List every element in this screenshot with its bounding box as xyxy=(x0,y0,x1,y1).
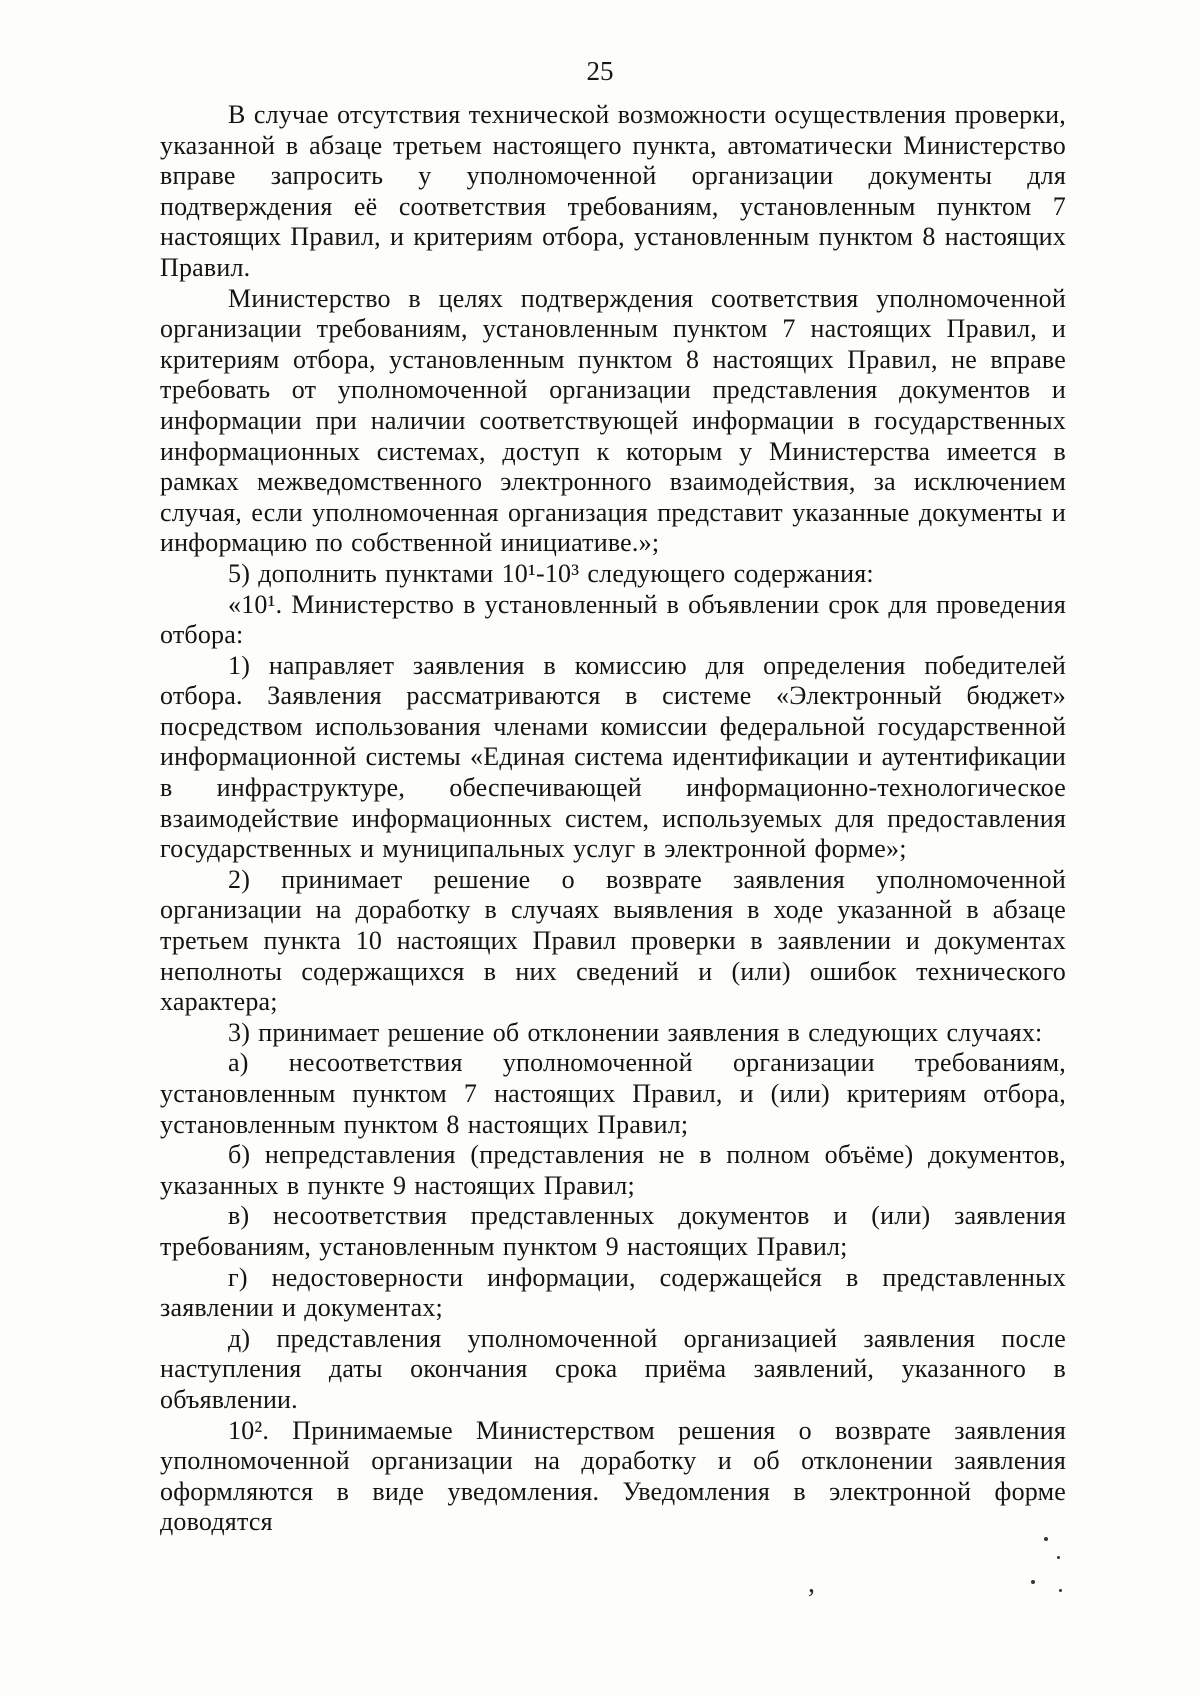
scan-speck xyxy=(1031,1580,1035,1584)
paragraph: В случае отсутствия технической возможности осуществления проверки, указанной в абзаце третьем настоящего пункта, автоматически Министерство вправе запросить у уполномоченной организации документы для подтверждения её соответствия требованиям, установленным пунктом 7 настоящих Правил, и критериям отбора, установленным пунктом 8 настоящих Правил. xyxy=(160,100,1066,282)
paragraph: Министерство в целях подтверждения соответствия уполномоченной организации требованиям, установленным пунктом 7 настоящих Правил, и критериям отбора, установленным пунктом 8 настоящих Правил, не вправе требовать от уполномоченной организации представления документов и информации при наличии соответствующей информации в государственных информационных системах, доступ к которым у Министерства имеется в рамках межведомственного электронного взаимодействия, за исключением случая, если уполномоченная организация представит указанные документы и информацию по собственной инициативе.»; xyxy=(160,283,1066,558)
paragraph: «10¹. Министерство в установленный в объявлении срок для проведения отбора: xyxy=(160,589,1066,650)
scan-speck xyxy=(1044,1537,1048,1541)
scan-speck xyxy=(1057,1556,1060,1559)
paragraph-list-item: д) представления уполномоченной организацией заявления после наступления даты окончания срока приёма заявлений, указанного в объявлении. xyxy=(160,1323,1066,1414)
paragraph: 5) дополнить пунктами 10¹-10³ следующего содержания: xyxy=(228,558,874,588)
paragraph-list-item: 3) принимает решение об отклонении заявления в следующих случаях: xyxy=(228,1017,1043,1047)
scan-stray-mark: , xyxy=(808,1568,815,1599)
paragraph-list-item: а) несоответствия уполномоченной организации требованиям, установленным пунктом 7 настоящих Правил, и (или) критериям отбора, установленным пунктом 8 настоящих Правил; xyxy=(160,1048,1066,1139)
document-body xyxy=(160,100,1066,1538)
paragraph-list-item: б) непредставления (представления не в полном объёме) документов, указанных в пункте 9 настоящих Правил; xyxy=(160,1140,1066,1200)
paragraph-list-item: 2) принимает решение о возврате заявления уполномоченной организации на доработку в случаях выявления в ходе указанной в абзаце третьем пункта 10 настоящих Правил проверки в заявлении и документах неполноты содержащихся в них сведений и (или) ошибок технического характера; xyxy=(160,864,1066,1017)
paragraph-list-item: в) несоответствия представленных документов и (или) заявления требованиям, установленным пунктом 9 настоящих Правил; xyxy=(160,1201,1066,1261)
paragraph-list-item: г) недостоверности информации, содержащейся в представленных заявлении и документах; xyxy=(160,1262,1066,1323)
paragraph-list-item: 1) направляет заявления в комиссию для определения победителей отбора. Заявления рассматриваются в системе «Электронный бюджет» посредством использования членами комиссии федеральной государственной информационной системы «Единая система идентификации и аутентификации в инфраструктуре, обеспечивающей информационно-технологическое взаимодействие информационных систем, используемых для предоставления государственных и муниципальных услуг в электронной форме»; xyxy=(160,650,1066,864)
scan-speck xyxy=(1059,1589,1062,1592)
page-number: 25 xyxy=(586,56,614,86)
paragraph: 10². Принимаемые Министерством решения о возврате заявления уполномоченной организации на доработку и об отклонении заявления оформляются в виде уведомления. Уведомления в электронной форме доводятся xyxy=(160,1415,1066,1537)
